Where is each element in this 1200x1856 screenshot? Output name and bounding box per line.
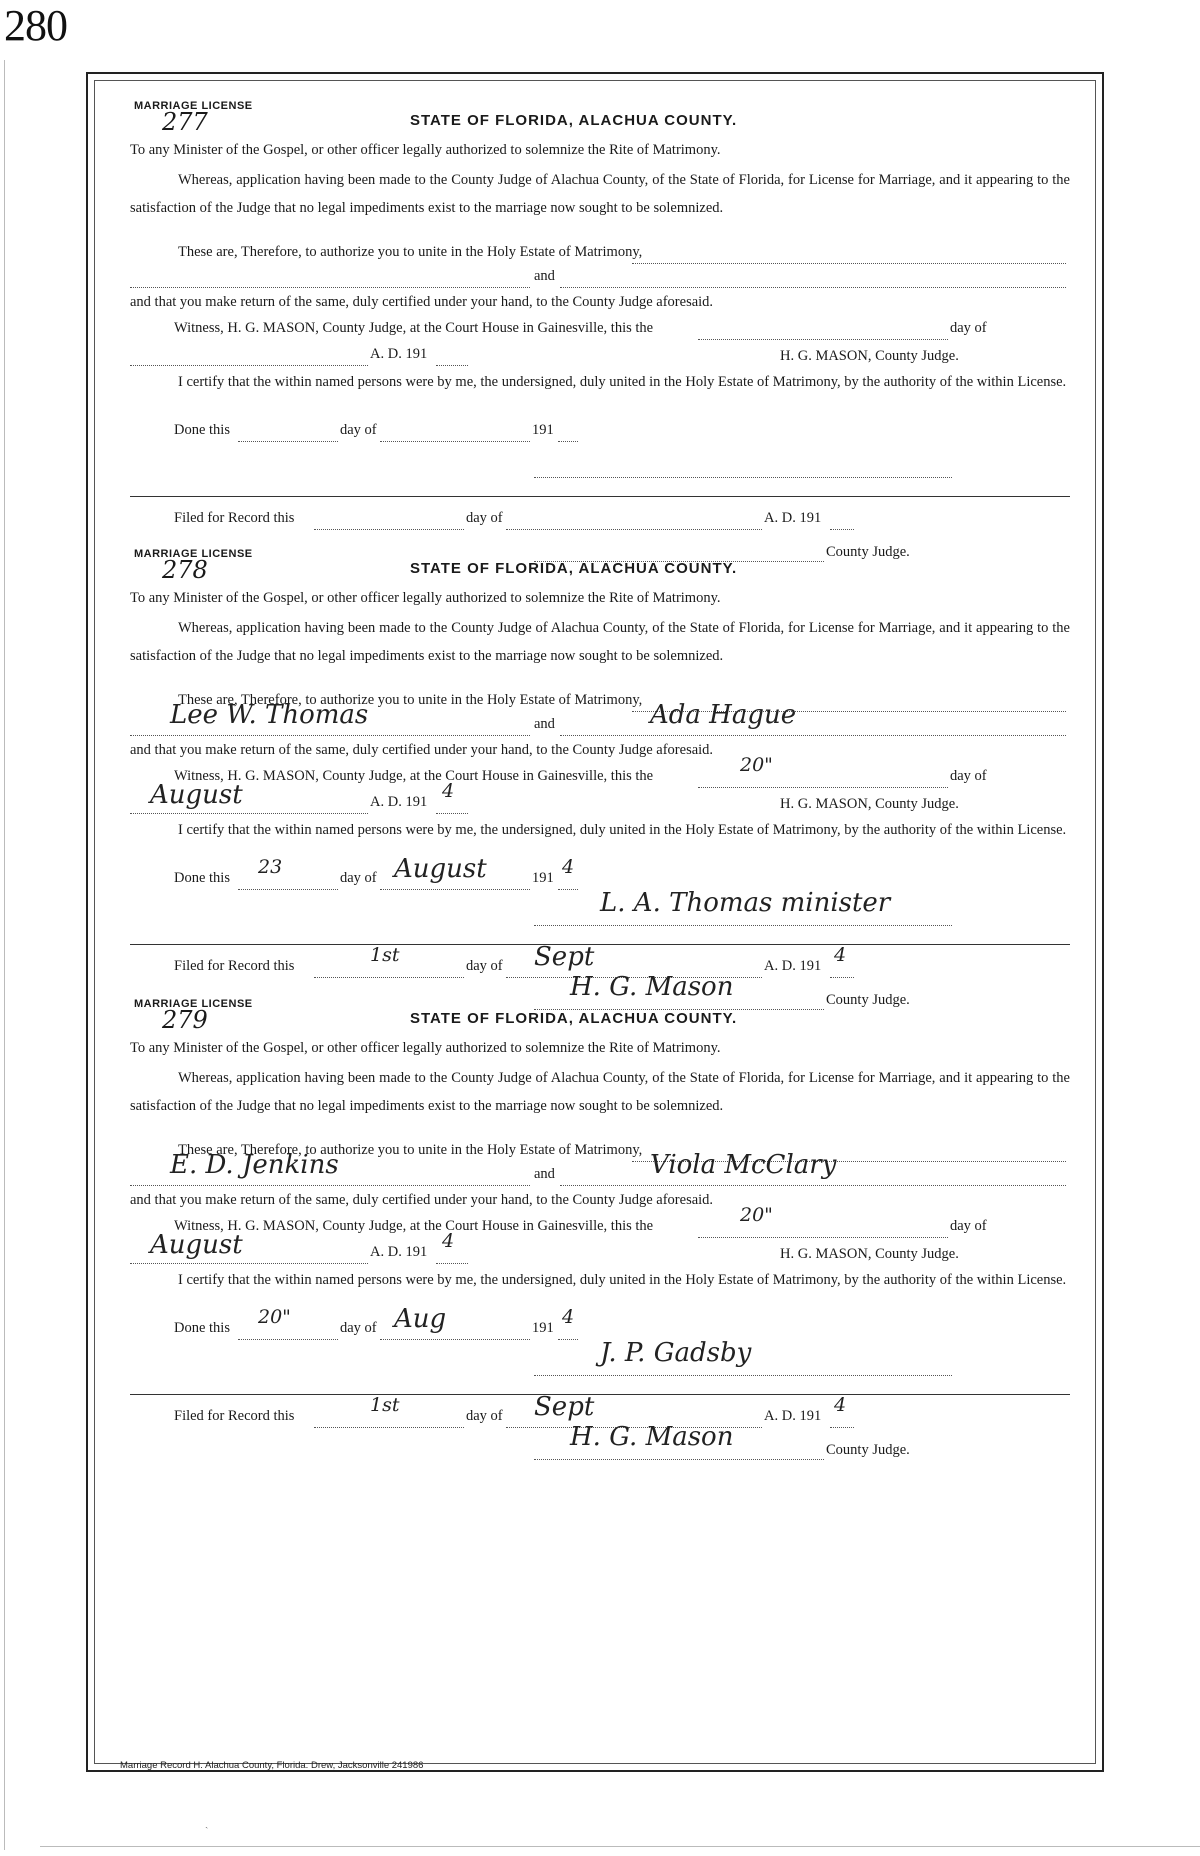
year-text: 191 [532, 422, 554, 438]
judge-name-text: H. G. MASON, County Judge. [780, 796, 959, 812]
witness-text: Witness, H. G. MASON, County Judge, at the Court House in Gainesville, this the [174, 1218, 654, 1234]
ad-text: A. D. 191 [370, 794, 428, 810]
certify-paragraph: I certify that the within named persons were by me, the undersigned, duly united in the Holy Estate of Matrimony, by the authority of the within License. [178, 374, 1067, 390]
groom-name: E. D. Jenkins [170, 1150, 339, 1180]
license-number: 278 [162, 556, 208, 584]
filed-text: Filed for Record this [174, 958, 295, 974]
whereas-paragraph: Whereas, application having been made to the County Judge of Alachua County, of the State of Florida, for License for Marriage, and it appearing to the satisfaction of the Judge that no legal impediments exist to the marriage now sought to be solemnized. [130, 1070, 1070, 1114]
ad-text: A. D. 191 [764, 1408, 822, 1424]
filed-day-line [314, 1426, 464, 1428]
whereas-paragraph: Whereas, application having been made to the County Judge of Alachua County, of the State of Florida, for License for Marriage, and it appearing to the satisfaction of the Judge that no legal impediments exist to the marriage now sought to be solemnized. [130, 620, 1070, 664]
done-year-line [558, 1338, 578, 1340]
witness-month: August [150, 780, 243, 810]
done-this-text: Done this [174, 1320, 230, 1336]
ad-text: A. D. 191 [370, 346, 428, 362]
groom-line [130, 286, 530, 288]
judge-name-text: H. G. MASON, County Judge. [780, 1246, 959, 1262]
done-month: Aug [394, 1304, 447, 1334]
done-this-text: Done this [174, 422, 230, 438]
section-divider [130, 1394, 1070, 1395]
filed-text: Filed for Record this [174, 1408, 295, 1424]
bride-name: Viola McClary [650, 1150, 837, 1180]
page-edge-rule [4, 60, 5, 1850]
filed-year: 4 [834, 1394, 847, 1416]
judge-signature-line [534, 1458, 824, 1460]
done-year: 4 [562, 1306, 575, 1328]
filed-text: Filed for Record this [174, 510, 295, 526]
witness-day-line [698, 786, 948, 788]
bride-line [560, 734, 1066, 736]
bride-name: Ada Hague [650, 700, 797, 730]
filed-month-line [506, 528, 762, 530]
judge-signature: H. G. Mason [570, 972, 734, 1002]
judge-name-text: H. G. MASON, County Judge. [780, 348, 959, 364]
day-of-text: day of [950, 1218, 987, 1234]
filed-day-line [314, 528, 464, 530]
filed-day-line [314, 976, 464, 978]
filed-year-line [830, 1426, 854, 1428]
witness-day: 20" [740, 1204, 773, 1226]
bride-line [560, 286, 1066, 288]
and-text: and [534, 716, 555, 732]
filed-year-line [830, 976, 854, 978]
and-text: and [534, 268, 555, 284]
filed-day: 1st [370, 944, 400, 966]
done-this-text: Done this [174, 870, 230, 886]
license-number: 279 [162, 1006, 208, 1034]
county-judge-text: County Judge. [826, 992, 910, 1008]
return-text: and that you make return of the same, duly certified under your hand, to the County Judge aforesaid. [130, 1192, 714, 1208]
witness-month: August [150, 1230, 243, 1260]
state-title: STATE OF FLORIDA, ALACHUA COUNTY. [410, 112, 738, 129]
done-day: 23 [258, 856, 283, 878]
done-month-line [380, 888, 530, 890]
return-text: and that you make return of the same, duly certified under your hand, to the County Judge aforesaid. [130, 294, 714, 310]
judge-signature: H. G. Mason [570, 1422, 734, 1452]
section-divider [130, 944, 1070, 945]
to-minister-text: To any Minister of the Gospel, or other officer legally authorized to solemnize the Rite of Matrimony. [130, 590, 721, 606]
witness-text: Witness, H. G. MASON, County Judge, at the Court House in Gainesville, this the [174, 768, 654, 784]
done-month-line [380, 1338, 530, 1340]
groom-line [130, 1184, 530, 1186]
printer-footer: Marriage Record H. Alachua County, Florida. Drew, Jacksonville 241986 [120, 1760, 424, 1771]
to-minister-text: To any Minister of the Gospel, or other officer legally authorized to solemnize the Rite of Matrimony. [130, 1040, 721, 1056]
done-day-line [238, 888, 338, 890]
filed-month: Sept [534, 942, 595, 972]
day-of-text: day of [466, 1408, 503, 1424]
state-title: STATE OF FLORIDA, ALACHUA COUNTY. [410, 560, 738, 577]
day-of-text: day of [950, 768, 987, 784]
page-bottom-edge [40, 1846, 1200, 1847]
certify-paragraph: I certify that the within named persons were by me, the undersigned, duly united in the Holy Estate of Matrimony, by the authority of the within License. [178, 1272, 1067, 1288]
officiant-signature: L. A. Thomas minister [600, 888, 891, 918]
year-text: 191 [532, 870, 554, 886]
groom-name: Lee W. Thomas [170, 700, 369, 730]
license-label: MARRIAGE LICENSE [134, 100, 253, 112]
witness-year-line [436, 812, 468, 814]
day-of-text: day of [466, 958, 503, 974]
witness-year-line [436, 364, 468, 366]
state-title: STATE OF FLORIDA, ALACHUA COUNTY. [410, 1010, 738, 1027]
to-minister-text: To any Minister of the Gospel, or other officer legally authorized to solemnize the Rite of Matrimony. [130, 142, 721, 158]
witness-day: 20" [740, 754, 773, 776]
witness-day-line [698, 1236, 948, 1238]
witness-year-line [436, 1262, 468, 1264]
stray-mark: ˎ [205, 1818, 209, 1829]
witness-month-line [130, 364, 368, 366]
day-of-text: day of [950, 320, 987, 336]
page-number: 280 [4, 1, 67, 50]
filed-year-line [830, 528, 854, 530]
day-of-text: day of [340, 422, 377, 438]
these-are-text: These are, Therefore, to authorize you to unite in the Holy Estate of Matrimony, [178, 692, 643, 708]
these-are-text: These are, Therefore, to authorize you to unite in the Holy Estate of Matrimony, [178, 244, 643, 260]
bride-line [560, 1184, 1066, 1186]
filed-day: 1st [370, 1394, 400, 1416]
done-day-line [238, 1338, 338, 1340]
officiant-line [534, 476, 952, 478]
ad-text: A. D. 191 [764, 510, 822, 526]
dotted-line [632, 262, 1066, 264]
witness-day-line [698, 338, 948, 340]
witness-year: 4 [442, 1230, 455, 1252]
officiant-signature: J. P. Gadsby [600, 1338, 752, 1368]
section-divider [130, 496, 1070, 497]
year-text: 191 [532, 1320, 554, 1336]
done-year-line [558, 888, 578, 890]
done-year: 4 [562, 856, 575, 878]
day-of-text: day of [340, 870, 377, 886]
done-day-line [238, 440, 338, 442]
filed-month: Sept [534, 1392, 595, 1422]
done-month: August [394, 854, 487, 884]
officiant-line [534, 924, 952, 926]
witness-year: 4 [442, 780, 455, 802]
return-text: and that you make return of the same, duly certified under your hand, to the County Judge aforesaid. [130, 742, 714, 758]
witness-text: Witness, H. G. MASON, County Judge, at the Court House in Gainesville, this the [174, 320, 654, 336]
license-label: MARRIAGE LICENSE [134, 998, 253, 1010]
done-year-line [558, 440, 578, 442]
ad-text: A. D. 191 [764, 958, 822, 974]
done-month-line [380, 440, 530, 442]
and-text: and [534, 1166, 555, 1182]
ad-text: A. D. 191 [370, 1244, 428, 1260]
whereas-paragraph: Whereas, application having been made to the County Judge of Alachua County, of the State of Florida, for License for Marriage, and it appearing to the satisfaction of the Judge that no legal impediments exist to the marriage now sought to be solemnized. [130, 172, 1070, 216]
county-judge-text: County Judge. [826, 1442, 910, 1458]
day-of-text: day of [340, 1320, 377, 1336]
officiant-line [534, 1374, 952, 1376]
witness-month-line [130, 1262, 368, 1264]
certify-paragraph: I certify that the within named persons were by me, the undersigned, duly united in the Holy Estate of Matrimony, by the authority of the within License. [178, 822, 1067, 838]
license-label: MARRIAGE LICENSE [134, 548, 253, 560]
these-are-text: These are, Therefore, to authorize you to unite in the Holy Estate of Matrimony, [178, 1142, 643, 1158]
day-of-text: day of [466, 510, 503, 526]
license-number: 277 [162, 108, 208, 136]
done-day: 20" [258, 1306, 291, 1328]
filed-year: 4 [834, 944, 847, 966]
groom-line [130, 734, 530, 736]
witness-month-line [130, 812, 368, 814]
county-judge-text: County Judge. [826, 544, 910, 560]
